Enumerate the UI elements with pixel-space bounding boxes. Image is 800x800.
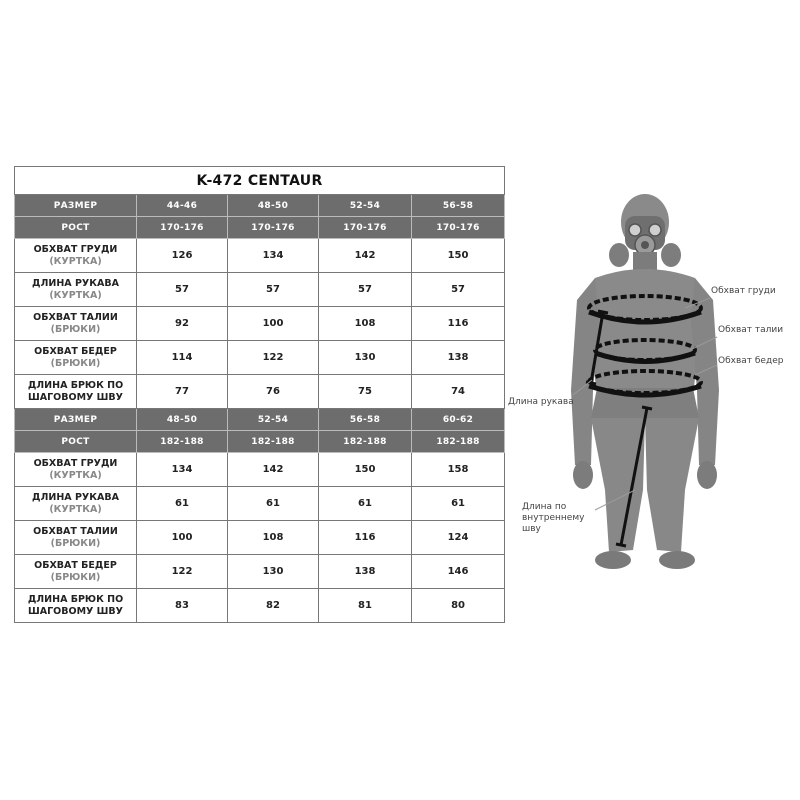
- table-row: [15, 307, 505, 341]
- value-cell: 124: [412, 521, 505, 555]
- table-row: [15, 487, 505, 521]
- table-row: [15, 239, 505, 273]
- table-row: [15, 273, 505, 307]
- value-cell: 108: [228, 521, 319, 555]
- row-label: ДЛИНА БРЮК ПО ШАГОВОМУ ШВУ: [15, 589, 137, 623]
- table-row: [15, 521, 505, 555]
- row-label: ОБХВАТ ТАЛИИ (БРЮКИ): [15, 521, 137, 555]
- height-cell: 182-188: [228, 431, 319, 453]
- size-header-label: РАЗМЕР: [15, 409, 137, 431]
- value-cell: 122: [228, 341, 319, 375]
- height-header-label: РОСТ: [15, 217, 137, 239]
- height-header-row: [15, 217, 505, 239]
- value-cell: 114: [137, 341, 228, 375]
- height-header-label: РОСТ: [15, 431, 137, 453]
- measurement-figure: [495, 190, 800, 590]
- inseam-callout: Длина по внутреннему шву: [522, 502, 585, 534]
- value-cell: 130: [319, 341, 412, 375]
- size-cell: 48-50: [137, 409, 228, 431]
- value-cell: 142: [228, 453, 319, 487]
- value-cell: 57: [412, 273, 505, 307]
- hips-callout: Обхват бедер: [718, 356, 784, 366]
- table-row: [15, 589, 505, 623]
- height-cell: 182-188: [137, 431, 228, 453]
- value-cell: 82: [228, 589, 319, 623]
- value-cell: 61: [319, 487, 412, 521]
- value-cell: 130: [228, 555, 319, 589]
- value-cell: 142: [319, 239, 412, 273]
- size-header-row: [15, 195, 505, 217]
- size-chart-table: [14, 166, 505, 623]
- value-cell: 75: [319, 375, 412, 409]
- value-cell: 126: [137, 239, 228, 273]
- value-cell: 116: [319, 521, 412, 555]
- row-label: ОБХВАТ ГРУДИ (КУРТКА): [15, 453, 137, 487]
- row-label: ДЛИНА БРЮК ПО ШАГОВОМУ ШВУ: [15, 375, 137, 409]
- table-row: [15, 341, 505, 375]
- height-cell: 170-176: [137, 217, 228, 239]
- size-cell: 56-58: [319, 409, 412, 431]
- size-cell: 52-54: [319, 195, 412, 217]
- value-cell: 146: [412, 555, 505, 589]
- row-label: ОБХВАТ БЕДЕР (БРЮКИ): [15, 341, 137, 375]
- value-cell: 138: [319, 555, 412, 589]
- table-row: [15, 453, 505, 487]
- size-header-label: РАЗМЕР: [15, 195, 137, 217]
- waist-callout: Обхват талии: [718, 325, 784, 335]
- value-cell: 150: [319, 453, 412, 487]
- size-cell: 60-62: [412, 409, 505, 431]
- value-cell: 92: [137, 307, 228, 341]
- value-cell: 122: [137, 555, 228, 589]
- value-cell: 158: [412, 453, 505, 487]
- value-cell: 77: [137, 375, 228, 409]
- sleeve-callout: Длина рукава: [508, 397, 574, 407]
- height-cell: 170-176: [412, 217, 505, 239]
- value-cell: 83: [137, 589, 228, 623]
- height-cell: 182-188: [412, 431, 505, 453]
- value-cell: 81: [319, 589, 412, 623]
- size-cell: 56-58: [412, 195, 505, 217]
- value-cell: 134: [228, 239, 319, 273]
- row-label: ОБХВАТ ГРУДИ (КУРТКА): [15, 239, 137, 273]
- value-cell: 61: [412, 487, 505, 521]
- row-label: ДЛИНА РУКАВА (КУРТКА): [15, 487, 137, 521]
- height-cell: 182-188: [319, 431, 412, 453]
- height-cell: 170-176: [228, 217, 319, 239]
- value-cell: 57: [228, 273, 319, 307]
- height-header-row: [15, 431, 505, 453]
- table-row: [15, 555, 505, 589]
- size-cell: 44-46: [137, 195, 228, 217]
- value-cell: 138: [412, 341, 505, 375]
- value-cell: 61: [228, 487, 319, 521]
- table-title: K-472 CENTAUR: [15, 167, 505, 195]
- size-cell: 48-50: [228, 195, 319, 217]
- row-label: ДЛИНА РУКАВА (КУРТКА): [15, 273, 137, 307]
- value-cell: 80: [412, 589, 505, 623]
- row-label: ОБХВАТ ТАЛИИ (БРЮКИ): [15, 307, 137, 341]
- row-label: ОБХВАТ БЕДЕР (БРЮКИ): [15, 555, 137, 589]
- chest-callout: Обхват груди: [711, 286, 776, 296]
- value-cell: 116: [412, 307, 505, 341]
- value-cell: 76: [228, 375, 319, 409]
- value-cell: 150: [412, 239, 505, 273]
- value-cell: 61: [137, 487, 228, 521]
- value-cell: 74: [412, 375, 505, 409]
- value-cell: 108: [319, 307, 412, 341]
- value-cell: 57: [319, 273, 412, 307]
- mannequin-body: [571, 194, 719, 569]
- value-cell: 100: [228, 307, 319, 341]
- size-cell: 52-54: [228, 409, 319, 431]
- value-cell: 100: [137, 521, 228, 555]
- size-header-row: [15, 409, 505, 431]
- value-cell: 57: [137, 273, 228, 307]
- value-cell: 134: [137, 453, 228, 487]
- height-cell: 170-176: [319, 217, 412, 239]
- table-row: [15, 375, 505, 409]
